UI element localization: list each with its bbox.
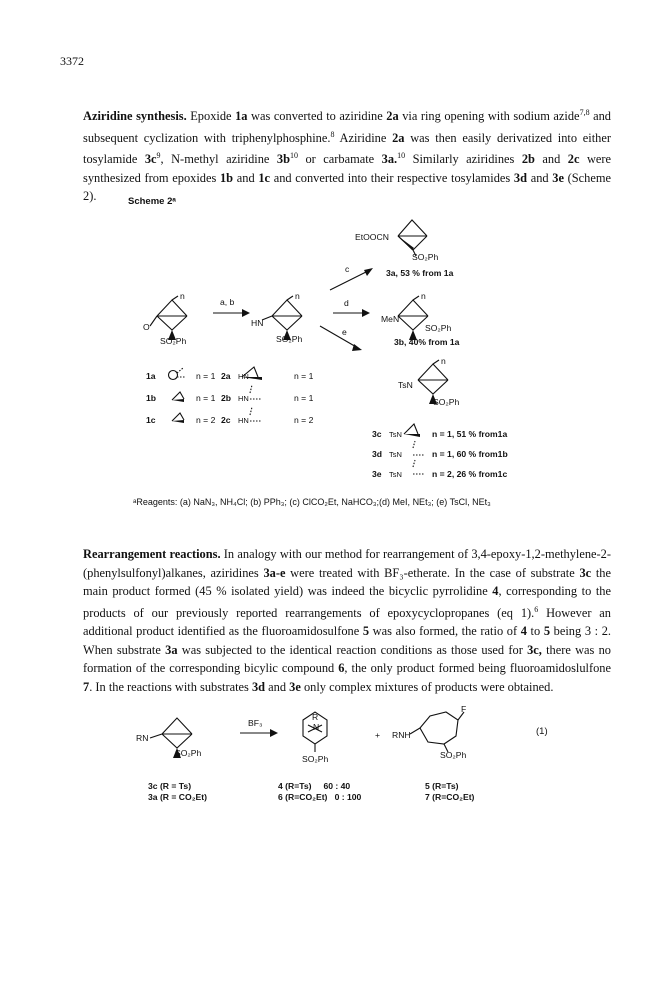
paragraph-body (83, 547, 611, 694)
compound-ref: 3e (552, 170, 564, 185)
text-run: and (534, 152, 568, 167)
paragraph-heading: Rearrangement reactions. (83, 547, 221, 561)
text-run: to (526, 624, 544, 639)
label-men: MeN (381, 314, 400, 324)
text-run: However an additional product identified as the fluoroamidosulfone (83, 605, 611, 639)
text-run: only complex mixtures of products were obtained. (300, 679, 554, 694)
eq-label-so2ph-right: SO₂Ph (440, 750, 467, 760)
n-1b: n = 1 (196, 393, 216, 403)
fragment-3c (404, 424, 420, 437)
compound-ref: 5 (362, 624, 370, 639)
compound-ref: 3a-e (263, 565, 286, 580)
citation-ref: 6 (534, 604, 539, 614)
n-1c: n = 2 (196, 415, 216, 425)
compound-ref: 3d (251, 679, 266, 694)
eq-reagent: BF₃ (248, 718, 263, 728)
label-tsn-3ce: TsN (398, 380, 413, 390)
fragment-3d (413, 441, 425, 455)
text-run: Similarly aziridines (405, 152, 522, 167)
compound-ref: 1c (258, 170, 271, 185)
eq-label-rnh: RNH (392, 730, 411, 740)
compound-ref: 1a (235, 109, 248, 124)
eq-plus: + (375, 730, 381, 740)
fragment-2b (250, 385, 262, 399)
structure-3b (398, 296, 428, 340)
eq-label-so2ph-mid: SO₂Ph (302, 754, 329, 764)
eq-left-label-2: 3a (R = CO₂Et) (148, 792, 207, 802)
compound-ref: 7 (83, 679, 90, 694)
label-so2ph-2a: SO₂Ph (276, 334, 303, 344)
text-run: Aziridine (334, 130, 393, 145)
id-2a: 2a (221, 371, 231, 381)
structure-1a (150, 296, 187, 340)
eq-left-label-1: 3c (R = Ts) (148, 781, 192, 791)
compound-ref: 3e (289, 679, 301, 694)
label-so2ph-3a: SO₂Ph (412, 252, 439, 262)
citation-ref: 8 (330, 129, 335, 139)
compound-ref: 3c (579, 565, 592, 580)
paragraph-heading: Aziridine synthesis. (83, 109, 187, 124)
eq-number: (1) (536, 726, 548, 737)
label-n-3b: n (421, 291, 426, 301)
id-2c: 2c (221, 415, 231, 425)
text-run: In analogy with our method for rearrangement of 3,4-epoxy-1,2-methylene-2-(phenylsulfonyl)alkanes, aziridines (83, 547, 612, 580)
id-3c: 3c (372, 429, 382, 439)
paragraph-rearrangement (83, 545, 611, 696)
fragment-2c (250, 407, 262, 421)
compound-ref: 5 (543, 624, 551, 639)
eq-label-so2ph-left: SO₂Ph (175, 748, 202, 758)
id-2b: 2b (221, 393, 232, 403)
text-run: or carbamate (297, 152, 382, 167)
compound-ref: 6 (338, 661, 345, 676)
eq-label-r: R (312, 712, 319, 722)
compound-ref: 2a (386, 109, 399, 124)
text-run: were treated with BF₃-etherate. In the case of substrate (285, 565, 580, 580)
compound-ref: 3b (276, 152, 290, 167)
reagent-label-d: d (344, 298, 349, 308)
eq-mid-label-2: 6 (R=CO₂Et) 0 : 100 (278, 792, 362, 802)
label-hn-2a: HN (251, 318, 264, 328)
label-n-1a: n (180, 291, 185, 301)
fragment-1a (169, 368, 186, 380)
text-run: being 3 : 2. When substrate (83, 624, 611, 657)
reagent-label-c: c (345, 264, 350, 274)
eq-label-rn: RN (136, 733, 149, 743)
text-3c: n = 1, 51 % from1a (432, 429, 508, 439)
eq-mid-label-1: 4 (R=Ts) 60 : 40 (278, 781, 351, 791)
id-1c: 1c (146, 415, 156, 425)
compound-ref: 4 (520, 624, 527, 639)
text-run: and (233, 170, 259, 185)
label-n-3ce: n (441, 356, 446, 366)
structure-3a (398, 220, 427, 256)
scheme-footnote: ᵃReagents: (a) NaN₃, NH₄Cl; (b) PPh₃; (c) ClCO₂Et, NaHCO₃;(d) MeI, NEt₃; (e) TsCl, NEt₃ (133, 497, 491, 507)
fragment-1b (172, 392, 184, 402)
id-1a: 1a (146, 371, 156, 381)
text-run: was converted to aziridine (247, 109, 387, 124)
citation-ref: 7,8 (579, 108, 590, 117)
text-run: (Scheme 2). (83, 170, 611, 204)
n-1a: n = 1 (196, 371, 216, 381)
n-2b: n = 1 (294, 393, 314, 403)
label-etoocn: EtOOCN (355, 232, 389, 242)
compound-ref: 2c (567, 152, 580, 167)
text-run: and converted into their respective tosylamides (270, 170, 514, 185)
grp-3e: TsN (389, 470, 402, 479)
product-3b: 3b, 40% from 1a (394, 337, 460, 347)
citation-ref: 10 (289, 151, 298, 161)
text-run: , corresponding to the products of our previously reported rearrangements of epoxycyclopropanes (eq 1). (83, 584, 611, 620)
text-run: there was no formation of the corresponding bicylic compound (83, 642, 612, 676)
text-3e: n = 2, 26 % from1c (432, 469, 508, 479)
text-3d: n = 1, 60 % from1b (432, 449, 508, 459)
grp-2b: HN (238, 394, 249, 403)
grp-2a: HN (238, 372, 249, 381)
text-run: , the only product formed being fluoroamidoslulfone (344, 661, 611, 676)
grp-3d: TsN (389, 450, 402, 459)
text-run: and (527, 170, 553, 185)
product-3a: 3a, 53 % from 1a (386, 268, 454, 278)
id-3e: 3e (372, 469, 382, 479)
text-run: and subsequent cyclization with triphenylphosphine. (83, 109, 611, 145)
text-run: were synthesized from epoxides (83, 152, 612, 185)
compound-ref: 4 (492, 584, 499, 598)
citation-ref: 9 (156, 151, 161, 161)
text-run: and (265, 679, 290, 694)
n-2c: n = 2 (294, 415, 314, 425)
label-so2ph-3b: SO₂Ph (425, 323, 452, 333)
text-run: , N-methyl aziridine (160, 152, 277, 167)
compound-ref: 3c, (527, 642, 542, 657)
compound-ref: 2b (521, 152, 535, 167)
eq-right-label-2: 7 (R=CO₂Et) (425, 792, 475, 802)
grp-2c: HN (238, 416, 249, 425)
compound-ref: 1b (219, 170, 234, 185)
fragment-3e (413, 460, 425, 474)
id-1b: 1b (146, 393, 157, 403)
grp-3c: TsN (389, 430, 402, 439)
label-n-2a: n (295, 291, 300, 301)
label-so2ph-1a: SO₂Ph (160, 336, 187, 346)
compound-ref: 3a. (381, 152, 398, 167)
text-run: was then easily derivatized into either tosylamide (83, 130, 611, 167)
text-run: was also formed, the ratio of (369, 624, 521, 639)
label-so2ph-3ce: SO₂Ph (433, 397, 460, 407)
text-run: the main product formed (45 % isolated yield) was indeed the bicyclic pyrrolidine (83, 565, 611, 598)
compound-ref: 3c (144, 152, 157, 167)
page-number: 3372 (60, 54, 84, 68)
eq-label-n: N (313, 722, 320, 732)
compound-ref: 2a (392, 130, 405, 145)
citation-ref: 10 (397, 151, 406, 161)
text-run: . In the reactions with substrates (89, 679, 252, 694)
reagent-label-ab: a, b (220, 297, 235, 307)
scheme-title: Scheme 2ᵃ (128, 196, 176, 207)
text-run: via ring opening with sodium azide (398, 109, 580, 124)
n-2a: n = 1 (294, 371, 314, 381)
label-o-1a: O (143, 322, 150, 332)
reagent-label-e: e (342, 327, 347, 337)
fragment-1c (172, 413, 184, 423)
text-run: Epoxide (186, 109, 236, 124)
compound-ref: 3a (165, 642, 178, 657)
eq-label-f: F (461, 704, 467, 714)
text-run: was subjected to the identical reaction conditions as those used for (177, 642, 528, 657)
eq-fluoro-product (410, 712, 464, 752)
eq-right-label-1: 5 (R=Ts) (425, 781, 459, 791)
id-3d: 3d (372, 449, 383, 459)
compound-ref: 3d (513, 170, 528, 185)
